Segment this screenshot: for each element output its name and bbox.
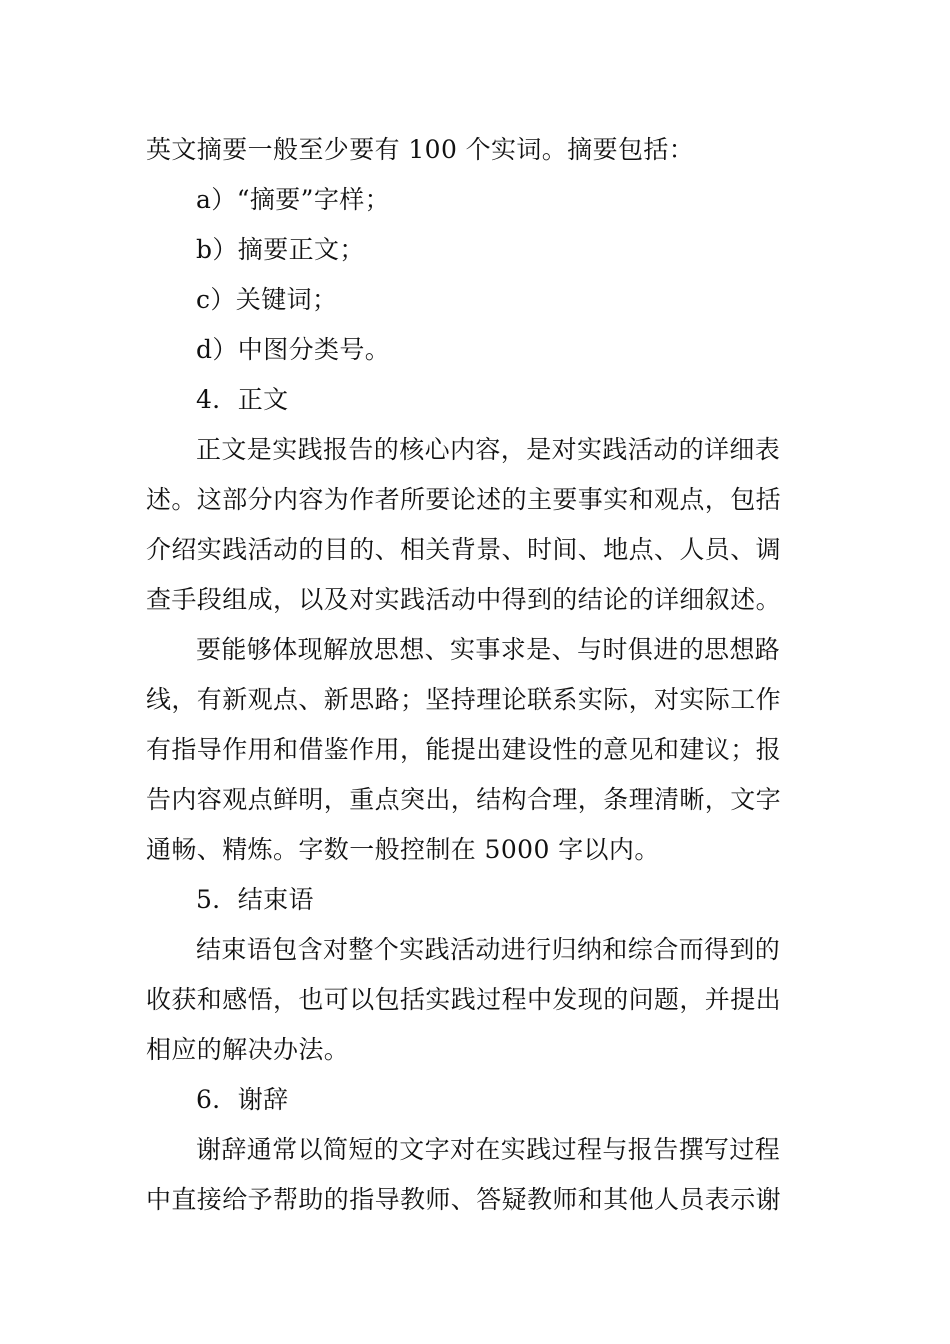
- paragraph-line: 相应的解决办法。: [146, 1035, 350, 1064]
- paragraph-line: 英文摘要一般至少要有 100 个实词。摘要包括：: [146, 135, 695, 164]
- paragraph-line: 通畅、精炼。字数一般控制在 5000 字以内。: [146, 835, 660, 864]
- list-item: b）摘要正文；: [196, 235, 365, 264]
- paragraph-line: 介绍实践活动的目的、相关背景、时间、地点、人员、调: [146, 535, 782, 564]
- list-item: a）“摘要”字样；: [196, 185, 391, 214]
- section-heading: 6．谢辞: [196, 1085, 289, 1114]
- paragraph-line: 谢辞通常以简短的文字对在实践过程与报告撰写过程: [196, 1135, 781, 1164]
- section-heading: 5．结束语: [196, 885, 314, 914]
- paragraph-line: 要能够体现解放思想、实事求是、与时俱进的思想路: [196, 635, 781, 664]
- list-item: d）中图分类号。: [196, 335, 391, 364]
- paragraph-line: 告内容观点鲜明，重点突出，结构合理，条理清晰，文字: [146, 785, 782, 814]
- paragraph-line: 述。这部分内容为作者所要论述的主要事实和观点，包括: [146, 485, 782, 514]
- paragraph-line: 线，有新观点、新思路；坚持理论联系实际，对实际工作: [146, 685, 782, 714]
- paragraph-line: 收获和感悟，也可以包括实践过程中发现的问题，并提出: [146, 985, 782, 1014]
- paragraph-line: 结束语包含对整个实践活动进行归纳和综合而得到的: [196, 935, 781, 964]
- section-heading: 4．正文: [196, 385, 289, 414]
- paragraph-line: 查手段组成，以及对实践活动中得到的结论的详细叙述。: [146, 585, 782, 614]
- list-item: c）关键词；: [196, 285, 338, 314]
- paragraph-line: 正文是实践报告的核心内容，是对实践活动的详细表: [196, 435, 781, 464]
- paragraph-line: 中直接给予帮助的指导教师、答疑教师和其他人员表示谢: [146, 1185, 782, 1214]
- paragraph-line: 有指导作用和借鉴作用，能提出建设性的意见和建议；报: [146, 735, 782, 764]
